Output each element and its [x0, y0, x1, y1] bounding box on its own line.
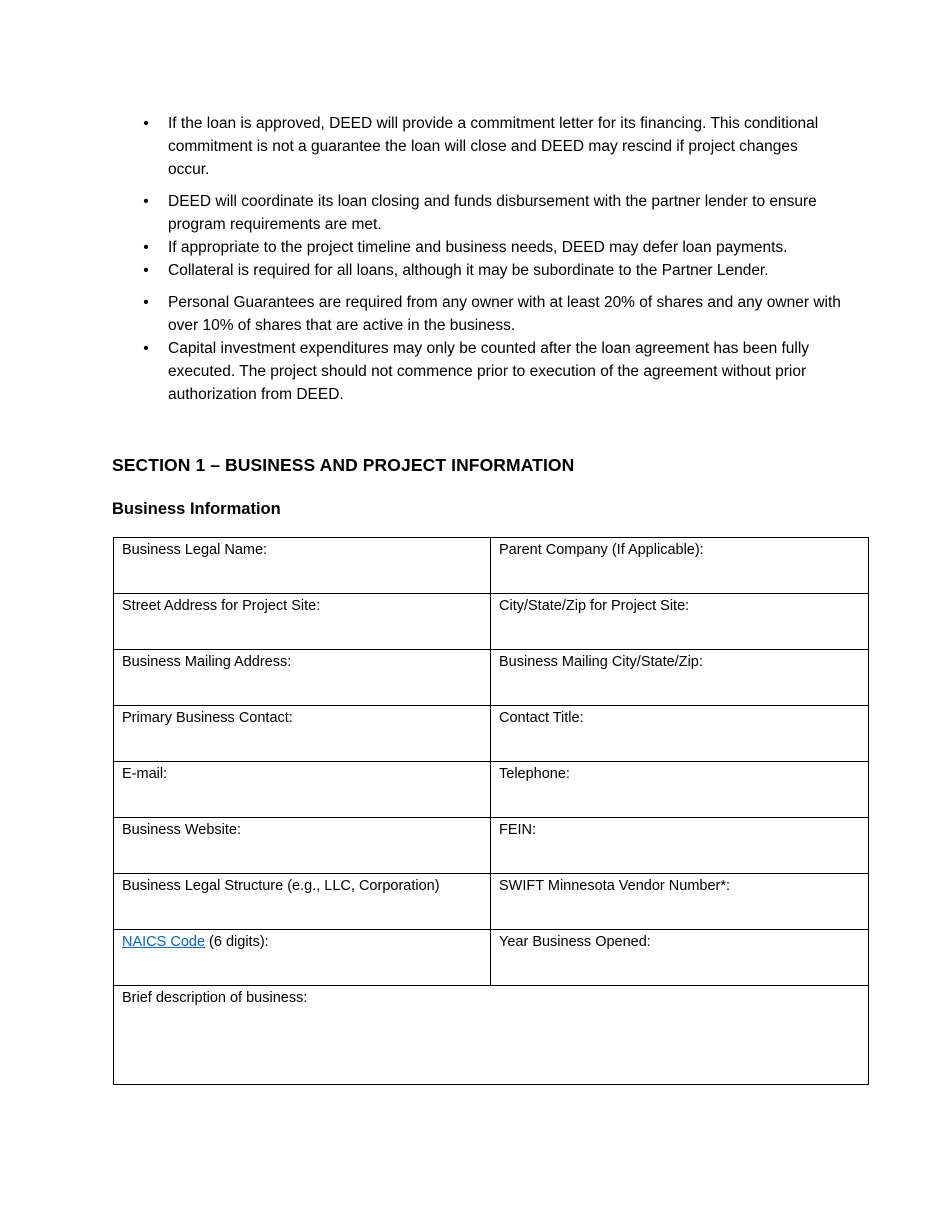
project-city-state-zip-field[interactable]: City/State/Zip for Project Site:: [491, 594, 869, 650]
bullet-text: If the loan is approved, DEED will provide a commitment letter for its financing. This conditional commitment is not a guarantee the loan will close and DEED may rescind if project changes occur.: [168, 115, 819, 178]
bullet-icon: •: [143, 294, 149, 311]
bullet-item-commitment: [112, 112, 842, 181]
mailing-address-field[interactable]: Business Mailing Address:: [114, 650, 491, 706]
business-information-heading: Business Information: [112, 500, 281, 518]
table-row: [114, 706, 869, 762]
bullet-item-collateral: [112, 259, 842, 282]
swift-vendor-number-field[interactable]: SWIFT Minnesota Vendor Number*:: [491, 874, 869, 930]
business-website-field[interactable]: Business Website:: [114, 818, 491, 874]
business-description-field[interactable]: Brief description of business:: [114, 986, 869, 1085]
email-field[interactable]: E-mail:: [114, 762, 491, 818]
parent-company-field[interactable]: Parent Company (If Applicable):: [491, 538, 869, 594]
section-title: SECTION 1 – BUSINESS AND PROJECT INFORMATION: [112, 455, 575, 475]
table-row: [114, 818, 869, 874]
year-opened-field[interactable]: Year Business Opened:: [491, 930, 869, 986]
mailing-city-state-zip-field[interactable]: Business Mailing City/State/Zip:: [491, 650, 869, 706]
naics-code-link[interactable]: NAICS Code: [122, 934, 206, 950]
bullet-text: Collateral is required for all loans, although it may be subordinate to the Partner Lender.: [168, 262, 769, 279]
bullet-icon: •: [143, 115, 149, 132]
table-row: [114, 538, 869, 594]
fein-field[interactable]: FEIN:: [491, 818, 869, 874]
bullet-icon: •: [143, 193, 149, 210]
telephone-field[interactable]: Telephone:: [491, 762, 869, 818]
bullet-text: DEED will coordinate its loan closing and funds disbursement with the partner lender to ensure program requirements are met.: [168, 193, 817, 233]
business-legal-name-field[interactable]: Business Legal Name:: [114, 538, 491, 594]
requirements-bullet-list: [112, 112, 842, 406]
bullet-item-guarantees: [112, 291, 842, 337]
naics-code-label: (6 digits):: [205, 934, 269, 950]
primary-contact-field[interactable]: Primary Business Contact:: [114, 706, 491, 762]
bullet-item-deferral: [112, 236, 842, 259]
bullet-text: Capital investment expenditures may only be counted after the loan agreement has been fully executed. The project should not commence prior to execution of the agreement without prior authorization from DEED.: [168, 340, 810, 403]
contact-title-field[interactable]: Contact Title:: [491, 706, 869, 762]
bullet-icon: •: [143, 262, 149, 279]
bullet-item-closing: [112, 190, 842, 236]
table-row: [114, 930, 869, 986]
table-row: [114, 986, 869, 1085]
naics-code-field[interactable]: [114, 930, 491, 986]
bullet-text: Personal Guarantees are required from any owner with at least 20% of shares and any owner with over 10% of shares that are active in the business.: [168, 294, 841, 334]
table-row: [114, 762, 869, 818]
bullet-item-capital-investment: [112, 337, 842, 406]
table-row: [114, 594, 869, 650]
business-information-table: [113, 537, 869, 1085]
table-row: [114, 874, 869, 930]
bullet-icon: •: [143, 239, 149, 256]
table-row: [114, 650, 869, 706]
bullet-icon: •: [143, 340, 149, 357]
bullet-text: If appropriate to the project timeline and business needs, DEED may defer loan payments.: [168, 239, 788, 256]
legal-structure-field[interactable]: Business Legal Structure (e.g., LLC, Corporation): [114, 874, 491, 930]
project-street-address-field[interactable]: Street Address for Project Site:: [114, 594, 491, 650]
